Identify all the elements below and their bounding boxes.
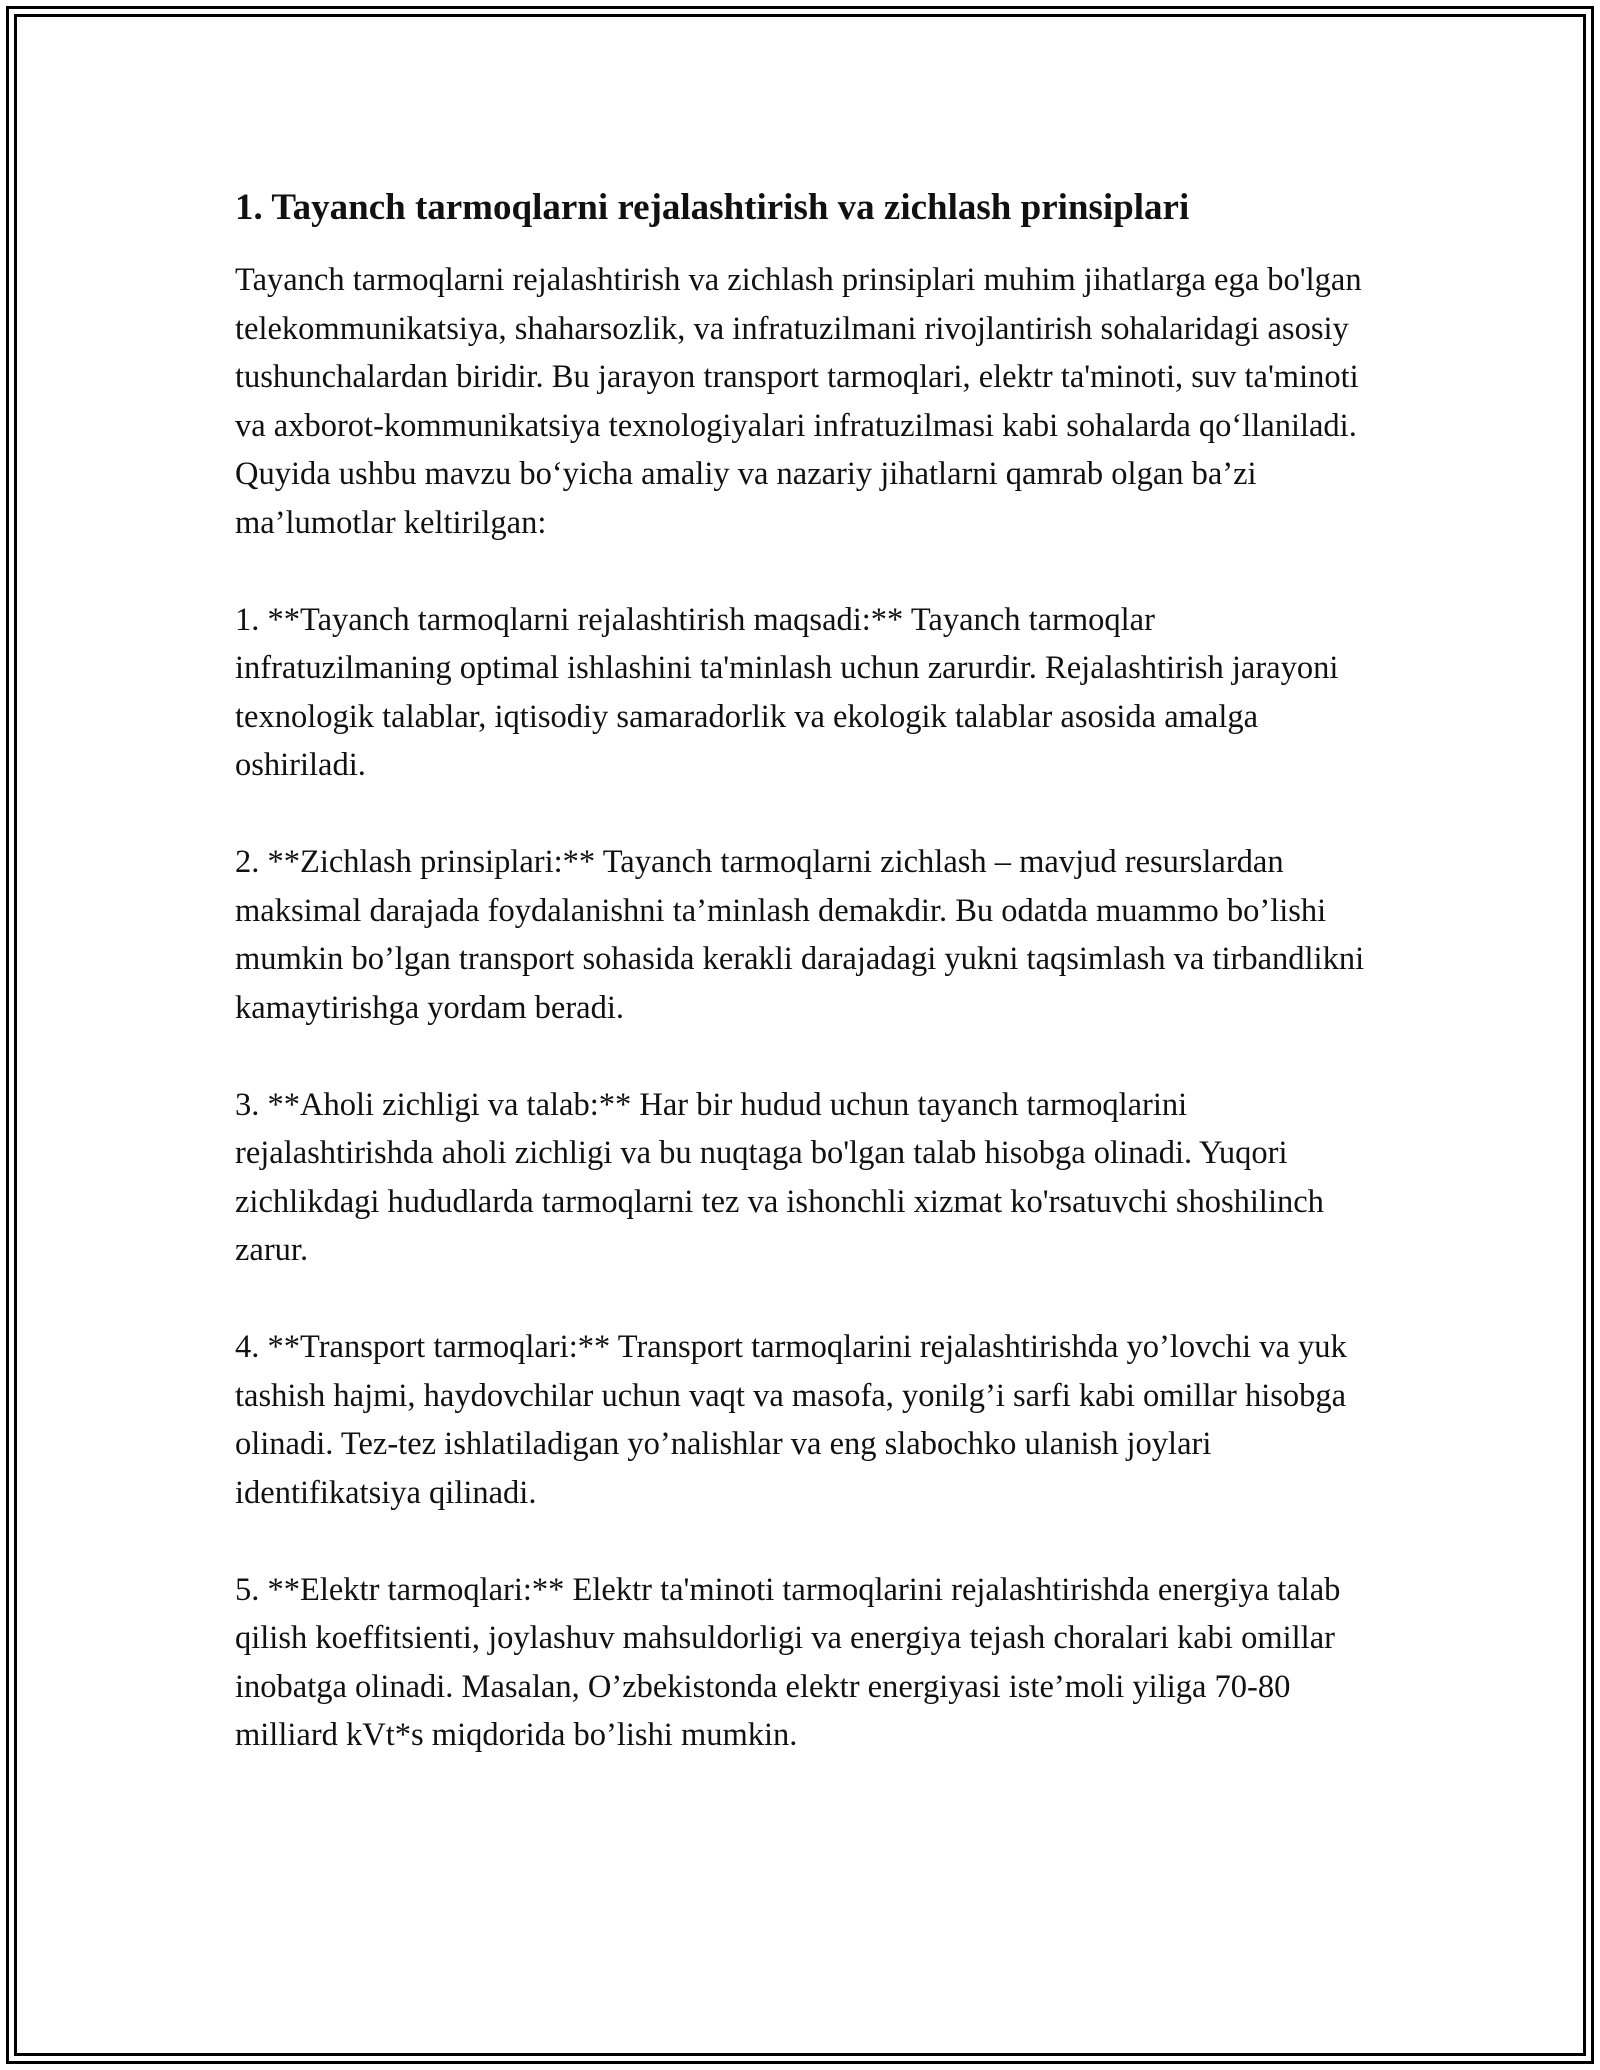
paragraph-intro: Tayanch tarmoqlarni rejalashtirish va zichlash prinsiplari muhim jihatlarga ega bo'lgan telekommunikatsiya, shaharsozlik, va infratuzilmani rivojlantirish sohalaridagi asosiy tushunchalardan biridir. Bu jarayon transport tarmoqlari, elektr ta'minoti, suv ta'minoti va axborot-kommunikatsiya texnologiyalari infratuzilmasi kabi sohalarda qo‘llaniladi. Quyida ushbu mavzu bo‘yicha amaliy va nazariy jihatlarni qamrab olgan ba’zi ma’lumotlar keltirilgan: — [235, 262, 1362, 541]
document-body — [235, 184, 1370, 1808]
paragraph-item-1: 1. **Tayanch tarmoqlarni rejalashtirish maqsadi:** Tayanch tarmoqlar infratuzilmaning optimal ishlashini ta'minlash uchun zarurdir. Rejalashtirish jarayoni texnologik talablar, iqtisodiy samaradorlik va ekologik talablar asosida amalga oshiriladi. — [235, 601, 1339, 784]
paragraph-item-3: 3. **Aholi zichligi va talab:** Har bir hudud uchun tayanch tarmoqlarini rejalashtirishda aholi zichligi va bu nuqtaga bo'lgan talab hisobga olinadi. Yuqori zichlikdagi hududlarda tarmoqlarni tez va ishonchli xizmat ko'rsatuvchi shoshilinch zarur. — [235, 1086, 1324, 1269]
paragraph-item-4: 4. **Transport tarmoqlari:** Transport tarmoqlarini rejalashtirishda yo’lovchi va yuk tashish hajmi, haydovchilar uchun vaqt va masofa, yonilg’i sarfi kabi omillar hisobga olinadi. Tez-tez ishlatiladigan yo’nalishlar va eng slabochko ulanish joylari identifikatsiya qilinadi. — [235, 1329, 1347, 1511]
document-title: 1. Tayanch tarmoqlarni rejalashtirish va zichlash prinsiplari — [235, 187, 1190, 228]
paragraph-item-2: 2. **Zichlash prinsiplari:** Tayanch tarmoqlarni zichlash – mavjud resurslardan maksimal darajada foydalanishni ta’minlash demakdir. Bu odatda muammo bo’lishi mumkin bo’lgan transport sohasida kerakli darajadagi yukni taqsimlash va tirbandlikni kamaytirishga yordam beradi. — [235, 844, 1365, 1026]
paragraph-item-5: 5. **Elektr tarmoqlari:** Elektr ta'minoti tarmoqlarini rejalashtirishda energiya talab qilish koeffitsienti, joylashuv mahsuldorligi va energiya tejash choralari kabi omillar inobatga olinadi. Masalan, O’zbekistonda elektr energiyasi iste’moli yiliga 70-80 milliard kVt*s miqdorida bo’lishi mumkin. — [235, 1571, 1341, 1754]
